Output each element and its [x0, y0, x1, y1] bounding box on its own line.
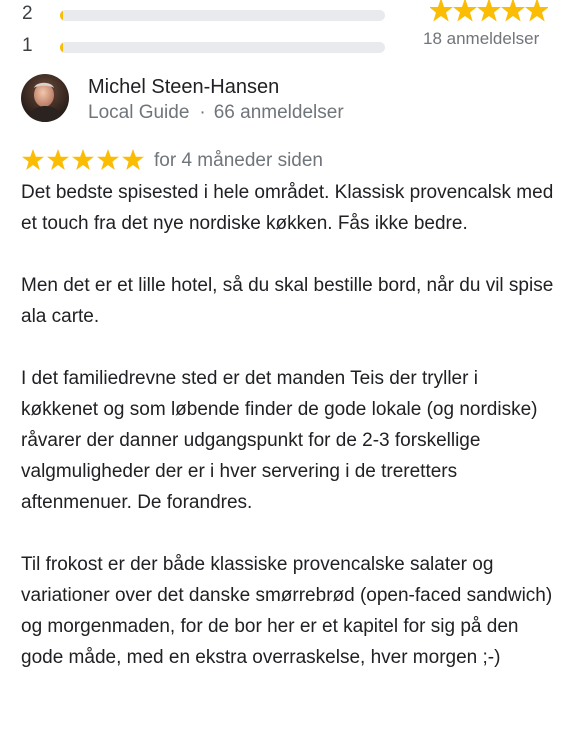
histogram-label: 1 — [22, 35, 33, 56]
review-stars-icon — [22, 147, 148, 173]
rating-histogram-row-1[interactable] — [0, 35, 400, 57]
star-icon — [501, 0, 525, 22]
histogram-bar-fill — [60, 10, 63, 21]
histogram-bar-track — [60, 10, 385, 21]
star-icon — [430, 0, 453, 22]
review-star-rating — [22, 147, 148, 173]
summary-star-rating — [430, 0, 548, 22]
review-text — [21, 177, 556, 673]
reviewer-name[interactable]: Michel Steen-Hansen — [88, 76, 280, 98]
star-icon — [72, 149, 94, 170]
user-photo-icon — [21, 74, 69, 122]
star-icon — [477, 0, 501, 22]
review-count[interactable]: 18 anmeldelser — [423, 29, 540, 48]
star-icon — [97, 149, 119, 170]
summary-stars-icon — [430, 0, 548, 22]
review-paragraph: Til frokost er der både klassiske provencalske salater og variationer over det danske smørrebrød (open-faced sandwich) og morgenmaden, for de bor her er et kapitel for sig på den gode måde, med en ekstra overraskelse, hver morgen ;-) — [21, 554, 553, 668]
histogram-label: 2 — [22, 3, 33, 24]
rating-histogram-row-2[interactable] — [0, 3, 400, 25]
reviewer-review-count: 66 anmeldelser — [213, 102, 344, 123]
review-paragraph: I det familiedrevne sted er det manden Teis der tryller i køkkenet og som løbende finder de gode lokale (og nordiske) råvarer der danner udgangspunkt for de 2-3 forskellige valgmuligheder der er i hver servering i de treretters aftenmenuer. De forandres. — [21, 368, 538, 513]
review-date: for 4 måneder siden — [154, 150, 323, 171]
star-icon — [47, 149, 69, 170]
avatar[interactable] — [21, 74, 69, 122]
local-guide-badge: Local Guide — [88, 102, 190, 123]
meta-separator: · — [199, 102, 206, 123]
histogram-bar-fill — [60, 42, 63, 53]
star-icon — [453, 0, 477, 22]
star-icon — [22, 149, 44, 170]
star-icon — [122, 149, 144, 170]
reviewer-meta — [88, 102, 344, 124]
histogram-bar-track — [60, 42, 385, 53]
review-paragraph: Det bedste spisested i hele området. Klassisk provencalsk med et touch fra det nye nordiske køkken. Fås ikke bedre. — [21, 182, 554, 234]
star-icon — [525, 0, 548, 22]
review-paragraph: Men det er et lille hotel, så du skal bestille bord, når du vil spise ala carte. — [21, 275, 554, 327]
